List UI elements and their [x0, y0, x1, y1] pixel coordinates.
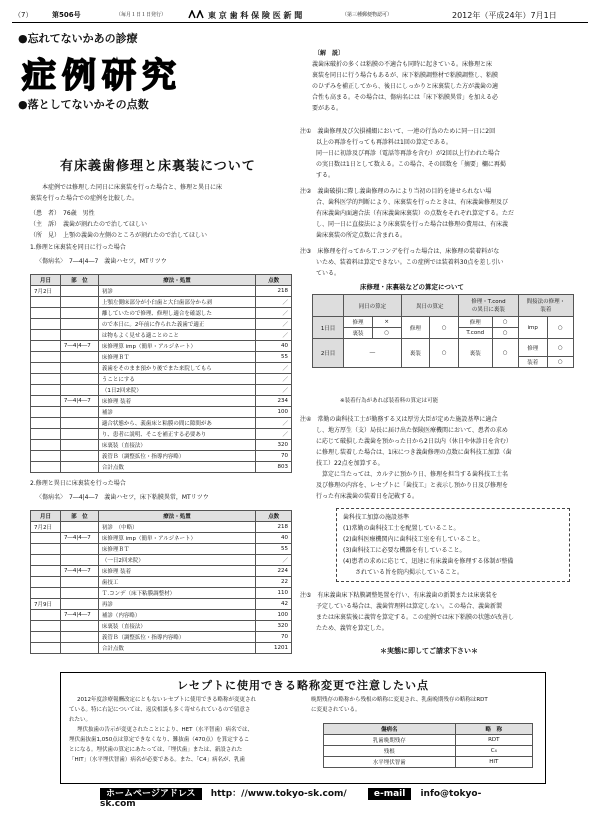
table-row — [31, 352, 292, 363]
case2-injury: 〈傷病名〉 7―4|4―7 義歯ハセツ，床下粘膜異常，MTリツウ — [36, 494, 209, 501]
matrix-cell: 装着 — [518, 357, 547, 368]
table-cell — [60, 374, 98, 385]
criteria-item: (2)歯科医療機関内に歯科技工室を有していること。 — [343, 536, 484, 543]
table-cell: 110 — [256, 588, 292, 599]
table-cell: ／ — [256, 374, 292, 385]
criteria-item: (3)歯科技工に必要な機器を有していること。 — [343, 547, 466, 554]
table-cell: 床修理 装着 — [98, 566, 255, 577]
table-row — [31, 297, 292, 308]
note1-line: 同一日に初診及び再診（電話等再診を含む）が2回以上行われた場合 — [316, 150, 500, 157]
table-cell: 補診 — [98, 407, 255, 418]
table-cell — [31, 555, 61, 566]
table-cell: 803 — [256, 462, 292, 473]
table-cell: 上顎左側床部分が小臼歯と大臼歯部分から剥 — [98, 297, 255, 308]
table-header-row — [31, 511, 292, 522]
table-cell — [60, 330, 98, 341]
matrix-cell: ○ — [492, 339, 518, 368]
table-cell — [31, 621, 61, 632]
table-cell: ／ — [256, 429, 292, 440]
case2-heading: 2.修理と異日に床裏装を行った場合 — [30, 480, 126, 487]
table-cell — [60, 462, 98, 473]
table-row — [31, 451, 292, 462]
note5-line: 予定している場合は、義歯管理料は算定しない。この場合、義歯新製 — [316, 603, 503, 610]
note2-line: 合、歯科医学的判断により、床裏装を行ったときは、有床義歯修理及び — [316, 199, 509, 206]
table-cell — [60, 643, 98, 654]
commentary — [300, 48, 585, 114]
table-cell: 離していたので修理、修理し適合を確認した — [98, 308, 255, 319]
table-cell: は物もよく見せる適ことのこと — [98, 330, 255, 341]
matrix-col-indirect: 間接法の修理・ 装着 — [518, 295, 573, 317]
matrix-cell: ○ — [492, 328, 518, 339]
table-row: 残根 C₄ — [324, 746, 533, 757]
table-cell: ／ — [256, 319, 292, 330]
table-row — [31, 374, 292, 385]
slogan-top: ●忘れてないかあの診療 — [18, 32, 138, 45]
table-row — [31, 286, 292, 297]
table-cell — [31, 429, 61, 440]
table-row — [31, 462, 292, 473]
table-row — [31, 319, 292, 330]
table-row — [31, 385, 292, 396]
patient-line: （患 者） 76歳 男性 — [30, 210, 95, 217]
table-row: 水平埋伏智歯 HIT — [324, 757, 533, 768]
email-link[interactable]: info@tokyo-sk.com — [100, 789, 482, 809]
table-cell: ／ — [256, 297, 292, 308]
table-cell: 初診 （中略） — [98, 522, 255, 533]
table-cell: 234 — [256, 396, 292, 407]
table-cell — [31, 610, 61, 621]
column-header: 月日 — [31, 511, 61, 522]
table-cell: 70 — [256, 451, 292, 462]
matrix-cell: ○ — [547, 357, 573, 368]
table-cell: ／ — [256, 385, 292, 396]
table-cell — [60, 588, 98, 599]
matrix-cell: × — [372, 317, 401, 328]
matrix-cell: 修理 — [401, 317, 430, 339]
table-row — [31, 533, 292, 544]
commentary-line: 義歯床破折の多くは粘膜の不適合も同時に起きている。床修理と床 — [312, 61, 493, 68]
article-title: 有床義歯修理と床裏装について — [60, 159, 256, 174]
table-cell: 224 — [256, 566, 292, 577]
note5-line: たため、義管を算定した。 — [316, 625, 388, 632]
footer — [100, 786, 500, 809]
matrix-col-diff-day: 異日の算定 — [401, 295, 458, 317]
table-cell: 7―4|4―7 — [60, 566, 98, 577]
table-cell: （一日2回来院） — [98, 555, 255, 566]
column-header: 部 位 — [60, 275, 98, 286]
matrix-row-day2: 2日目 — [313, 339, 344, 368]
abbr-line: とになる。埋伏歯の算定にあたっては、「埋伏歯」または、新設された — [69, 747, 243, 753]
table-cell: 320 — [256, 621, 292, 632]
table-row — [31, 555, 292, 566]
table-row — [31, 308, 292, 319]
issue-number: 第506号 — [52, 11, 81, 19]
case1-injury: 〈傷病名〉 7―4|4―7 義歯ハセツ，MTリツウ — [36, 258, 167, 265]
note4-line: 算定に当たっては、カルテに預かり日、修理を担当する歯科技工士名 — [322, 471, 509, 478]
table-cell — [31, 374, 61, 385]
note4-line: に修理し装着した場合は、1床につき義歯修理の点数に歯科技工加算（歯 — [316, 449, 512, 456]
column-header: 療法・処置 — [98, 275, 255, 286]
note-2 — [300, 186, 585, 241]
table-row — [31, 363, 292, 374]
case1-heading: 1.修理と床裏装を同日に行った場合 — [30, 244, 126, 251]
note-1 — [300, 126, 585, 181]
table-header-row — [31, 275, 292, 286]
table-cell — [60, 451, 98, 462]
table-row — [31, 632, 292, 643]
table-cell — [31, 407, 61, 418]
note-5 — [300, 590, 585, 634]
table-cell — [31, 385, 61, 396]
table-cell: 7―4|4―7 — [60, 533, 98, 544]
note3-line: いため、装着料は算定できない。この症例では装着料30点を差し引い — [316, 259, 504, 266]
column-header: 点数 — [256, 511, 292, 522]
table-cell: 床修理 装着 — [98, 396, 255, 407]
note4-line: に応じて破損した義歯を預かった日から2日以内（休日や休診日を含む） — [316, 438, 512, 445]
table-cell: 1201 — [256, 643, 292, 654]
findings-line: （所 見） 上顎の義歯の左側のところが割れたので治してほしい — [30, 232, 208, 239]
table-cell: （1日2回来院） — [98, 385, 255, 396]
note3-line: 注③ 床修理を行ってからＴ.コンデを行った場合は、床修理の装着料がな — [300, 248, 500, 255]
criteria-box — [336, 508, 570, 582]
table-cell — [60, 599, 98, 610]
table-cell: 義管Ｂ（調整拡位・指導内容略） — [98, 451, 255, 462]
table-cell — [60, 352, 98, 363]
table-cell: 床裏装（直接法） — [98, 440, 255, 451]
newspaper-name: 東 京 歯 科 保 険 医 新 聞 — [208, 11, 303, 20]
matrix-footnote: ※装着行為があれば装着料の算定は可能 — [340, 398, 439, 404]
table-cell — [60, 286, 98, 297]
table-cell — [31, 462, 61, 473]
abbr-line: ている。特に右記については、返戻相談も多く寄せられているので留意さ — [69, 707, 251, 713]
table-row: 乳歯晩期残存 RDT — [324, 735, 533, 746]
criteria-item: (1)常勤の歯科技工士を配置していること。 — [343, 525, 460, 532]
column-header: 略 称 — [455, 724, 532, 735]
abbreviation-panel — [60, 672, 546, 784]
table-row — [31, 599, 292, 610]
table-cell: 初診 — [98, 286, 255, 297]
matrix-cell: ○ — [430, 317, 459, 339]
table-cell — [60, 308, 98, 319]
table-cell — [60, 385, 98, 396]
table-cell: 床修理ＢＴ — [98, 352, 255, 363]
table-cell: ／ — [256, 363, 292, 374]
abbr-line: れたい。 — [69, 717, 92, 723]
table-cell — [31, 396, 61, 407]
table-cell: 100 — [256, 407, 292, 418]
table-cell — [31, 440, 61, 451]
table-cell: 7―4|4―7 — [60, 396, 98, 407]
column-header: 療法・処置 — [98, 511, 255, 522]
column-header: 傷病名 — [324, 724, 456, 735]
table-cell — [60, 363, 98, 374]
table-cell — [31, 588, 61, 599]
criteria-title: 歯科技工加算の施設基準 — [343, 514, 410, 521]
note1-line: 以上の再診を行っても再診料は1回の算定である。 — [316, 139, 452, 146]
table-cell — [31, 341, 61, 352]
table-cell — [31, 363, 61, 374]
commentary-line: 裏装を同日に行う場合もあるが、床下粘膜調整材で粘膜調整し、粘膜 — [312, 72, 499, 79]
matrix-cell: ○ — [492, 317, 518, 328]
table-row — [31, 330, 292, 341]
matrix-table — [312, 294, 574, 368]
matrix-cell: 修理 — [459, 317, 493, 328]
note4-line: 技工）22点を加算する。 — [316, 460, 384, 467]
table-cell: 40 — [256, 533, 292, 544]
table-cell: 42 — [256, 599, 292, 610]
intro-line: 本症例では修理した同日に床裏装を行った場合と、修理と異日に床 — [42, 184, 223, 191]
table-cell: 7月2日 — [31, 522, 61, 533]
matrix-cell: 裏装 — [344, 328, 373, 339]
table-cell — [31, 308, 61, 319]
matrix-cell: ○ — [430, 339, 459, 368]
note1-line: の実日数は1日として数える。この場合、その回数を「摘要」欄に再掲 — [316, 161, 506, 168]
table-cell: 合計点数 — [98, 643, 255, 654]
table-cell: ／ — [256, 308, 292, 319]
note2-line: し、同一日に直接法により床裏装を行った場合は修理の費用は、有床義 — [316, 221, 509, 228]
note2-line: 歯床裏装の所定点数に含まれる。 — [316, 232, 407, 239]
intro-line: 裏装を行った場合での症例を比較した。 — [30, 195, 139, 202]
table-cell — [31, 544, 61, 555]
note5-line: または床裏装後に義管を算定する。この症例では床下粘膜の状態が改善し — [316, 614, 515, 621]
matrix-cell: ― — [344, 339, 401, 368]
publish-date: 2012年（平成24年）7月1日 — [452, 11, 557, 20]
table-row — [31, 407, 292, 418]
table-cell: 55 — [256, 352, 292, 363]
table-cell: 再診 — [98, 599, 255, 610]
table-cell: ／ — [256, 555, 292, 566]
slogan-bottom: ●落としてないかその点数 — [18, 98, 149, 111]
publish-note: （毎月１日１日発行） — [116, 12, 167, 18]
table-cell — [31, 632, 61, 643]
page-number: （7） — [14, 11, 33, 19]
table-cell: 床修理算 imp（簡単・アルジネート） — [98, 533, 255, 544]
table-cell: 100 — [256, 610, 292, 621]
abbr-line: 2012年度診療報酬改定にともないレセプトに使用できる略称が変更され — [77, 697, 256, 703]
table-cell — [31, 577, 61, 588]
matrix-row-day1: 1日目 — [313, 317, 344, 339]
table-cell — [31, 418, 61, 429]
matrix-cell: 裏装 — [459, 339, 493, 368]
matrix-cell: 裏装 — [401, 339, 430, 368]
note4-line: 注④ 常勤の歯科技工士が勤務する又は厚労大臣が定めた施設基準に適合 — [300, 416, 498, 423]
banner-title: 症例研究 — [22, 56, 182, 96]
note4-line: 行った有床義歯の装着日を記載する。 — [316, 493, 419, 500]
commentary-label: 〔解 説〕 — [314, 50, 345, 57]
table-cell: 22 — [256, 577, 292, 588]
note2-line: 注② 義歯破損に際し義歯修理のみにより当初の目的を達せられない場 — [300, 188, 492, 195]
table-cell — [60, 418, 98, 429]
table-cell: 合計点数 — [98, 462, 255, 473]
table-row — [31, 566, 292, 577]
abbreviation-left-text — [69, 695, 305, 765]
table-row — [31, 643, 292, 654]
matrix-col-same-day: 同日の算定 — [344, 295, 401, 317]
complaint-line: （主 訴） 義歯が割れたので治してほしい — [30, 221, 148, 228]
table-cell: り、患者に説明、そこを補正する必要あり — [98, 429, 255, 440]
note5-line: 注⑤ 有床義歯床下粘膜調整処置を行い、有床義歯の新製または床裏装を — [300, 592, 498, 599]
abbr-line: 埋伏歯抜歯1,050点は算定できなくなり、難抜歯（470点）を算定するこ — [69, 737, 250, 743]
table-cell: 320 — [256, 440, 292, 451]
table-cell — [60, 555, 98, 566]
table-cell: 義管Ｂ（調整拡位・指導内容略） — [98, 632, 255, 643]
table-cell — [60, 544, 98, 555]
table-row — [31, 577, 292, 588]
criteria-item: (4)患者の求めに応じて、迅速に有床義歯を修理する体制が整備 — [343, 558, 514, 565]
table-cell: 218 — [256, 286, 292, 297]
table-row — [31, 544, 292, 555]
note4-line: し、地方厚生（支）局長に届け出た保険医療機関において、患者の求め — [316, 427, 508, 434]
table-cell: 55 — [256, 544, 292, 555]
newspaper-header — [12, 8, 588, 23]
column-header: 月日 — [31, 275, 61, 286]
table-row — [31, 429, 292, 440]
note-3 — [300, 246, 585, 279]
table-cell: ／ — [256, 418, 292, 429]
commentary-line: のひずみを補正してから、後日にしっかりと床裏装した方が義歯の適 — [312, 83, 499, 90]
table-cell — [60, 407, 98, 418]
matrix-col-tcond: 修理・T.cond の異日に裏装 — [459, 295, 519, 317]
table-cell: 7月2日 — [31, 286, 61, 297]
matrix-cell: ○ — [547, 317, 573, 339]
table-cell: 床裏装（直接法） — [98, 621, 255, 632]
newspaper-logo-icon — [188, 10, 204, 21]
table-cell: 適合状態から、義歯床と粘膜の間に隙間があ — [98, 418, 255, 429]
table-row — [31, 588, 292, 599]
matrix-cell: ○ — [547, 339, 573, 357]
table-cell — [31, 319, 61, 330]
table-row — [31, 621, 292, 632]
table-cell — [60, 621, 98, 632]
table-cell — [31, 533, 61, 544]
table-cell — [60, 632, 98, 643]
table-cell — [60, 297, 98, 308]
matrix-cell: 修理 — [344, 317, 373, 328]
table-cell — [31, 352, 61, 363]
commentary-line: 要がある。 — [312, 105, 343, 112]
note2-line: 有床義歯内面適合法（有床義歯床裏装）の点数をそれぞれ算定する。ただ — [316, 210, 515, 217]
table-row — [31, 610, 292, 621]
table-row — [31, 522, 292, 533]
homepage-label: ホームページアドレス — [100, 788, 202, 800]
abbreviation-title: レセプトに使用できる略称変更で注意したい点 — [177, 679, 429, 692]
matrix-cell: ○ — [372, 328, 401, 339]
table-cell — [60, 522, 98, 533]
closing-note: ＊実態に即してご請求下さい＊ — [380, 647, 478, 655]
table-row — [31, 418, 292, 429]
note3-line: ている。 — [316, 270, 341, 277]
table-cell: うことにする — [98, 374, 255, 385]
table-cell: 7月9日 — [31, 599, 61, 610]
table-cell: 補診（内容略） — [98, 610, 255, 621]
matrix-title: 床修理・床裏装などの算定について — [360, 283, 464, 291]
abbr-line: 晩期残存の略称から残根の略称に変更され、乳歯晩期残存の略称はRDT — [311, 697, 488, 703]
abbr-line: に変更されている。 — [311, 707, 361, 713]
table-cell — [31, 566, 61, 577]
table-cell — [60, 319, 98, 330]
table-row — [31, 341, 292, 352]
case1-table — [30, 274, 292, 473]
note1-line: する。 — [316, 172, 335, 179]
matrix-cell: 修理 — [518, 339, 547, 357]
email-label: e-mail — [368, 788, 411, 800]
mail-note: （第三種郵便物認可） — [342, 12, 393, 18]
table-cell: 218 — [256, 522, 292, 533]
table-cell — [60, 429, 98, 440]
table-cell: 7―4|4―7 — [60, 341, 98, 352]
table-cell: 床修理算 imp（簡単・アルジネート） — [98, 341, 255, 352]
case2-table — [30, 510, 292, 654]
table-cell: 義歯をそのまま預かり後でまた来院してもら — [98, 363, 255, 374]
column-header: 点数 — [256, 275, 292, 286]
table-cell — [60, 440, 98, 451]
table-cell: 7―4|4―7 — [60, 610, 98, 621]
matrix-cell: imp — [518, 317, 547, 339]
patient-info — [30, 208, 290, 241]
table-row — [31, 440, 292, 451]
homepage-link[interactable]: http：//www.tokyo-sk.com/ — [210, 789, 347, 799]
note1-line: 注① 義歯修理及び欠損補綴において、一連の行為のために同一日に2回 — [300, 128, 496, 135]
table-cell — [31, 297, 61, 308]
table-cell: ので本日に。2年前に作られた義歯で適正 — [98, 319, 255, 330]
table-cell: Ｔ.コンデ（床下粘膜調整材） — [98, 588, 255, 599]
commentary-line: 合性も高まる。その場合は、傷病名には「床下粘膜異常」を加える必 — [312, 94, 499, 101]
abbreviation-table — [323, 723, 533, 768]
table-cell — [60, 577, 98, 588]
table-cell: 歯技工 — [98, 577, 255, 588]
table-cell: 70 — [256, 632, 292, 643]
table-cell: ／ — [256, 330, 292, 341]
table-cell — [31, 330, 61, 341]
abbr-line: 「HIT」（水平埋伏智歯）病名が必要である。また、「C4」病名が、乳歯 — [69, 757, 245, 763]
table-cell — [31, 643, 61, 654]
abbr-line: 埋伏抜歯の告示が変更されたことにより、HET（水平智歯）病名では、 — [77, 727, 253, 733]
matrix-cell: T.cond — [459, 328, 493, 339]
criteria-item: されている旨を院内掲示していること。 — [355, 569, 464, 576]
note-4 — [300, 414, 585, 502]
table-row — [31, 396, 292, 407]
table-cell: 床修理ＢＴ — [98, 544, 255, 555]
note4-line: 及び修理の内容を、レセプトに「歯技工」と表示し預かり日及び修理を — [316, 482, 509, 489]
abbreviation-right-text — [311, 695, 541, 715]
column-header: 部 位 — [60, 511, 98, 522]
table-cell — [31, 451, 61, 462]
table-cell: 40 — [256, 341, 292, 352]
article-intro — [30, 182, 290, 204]
